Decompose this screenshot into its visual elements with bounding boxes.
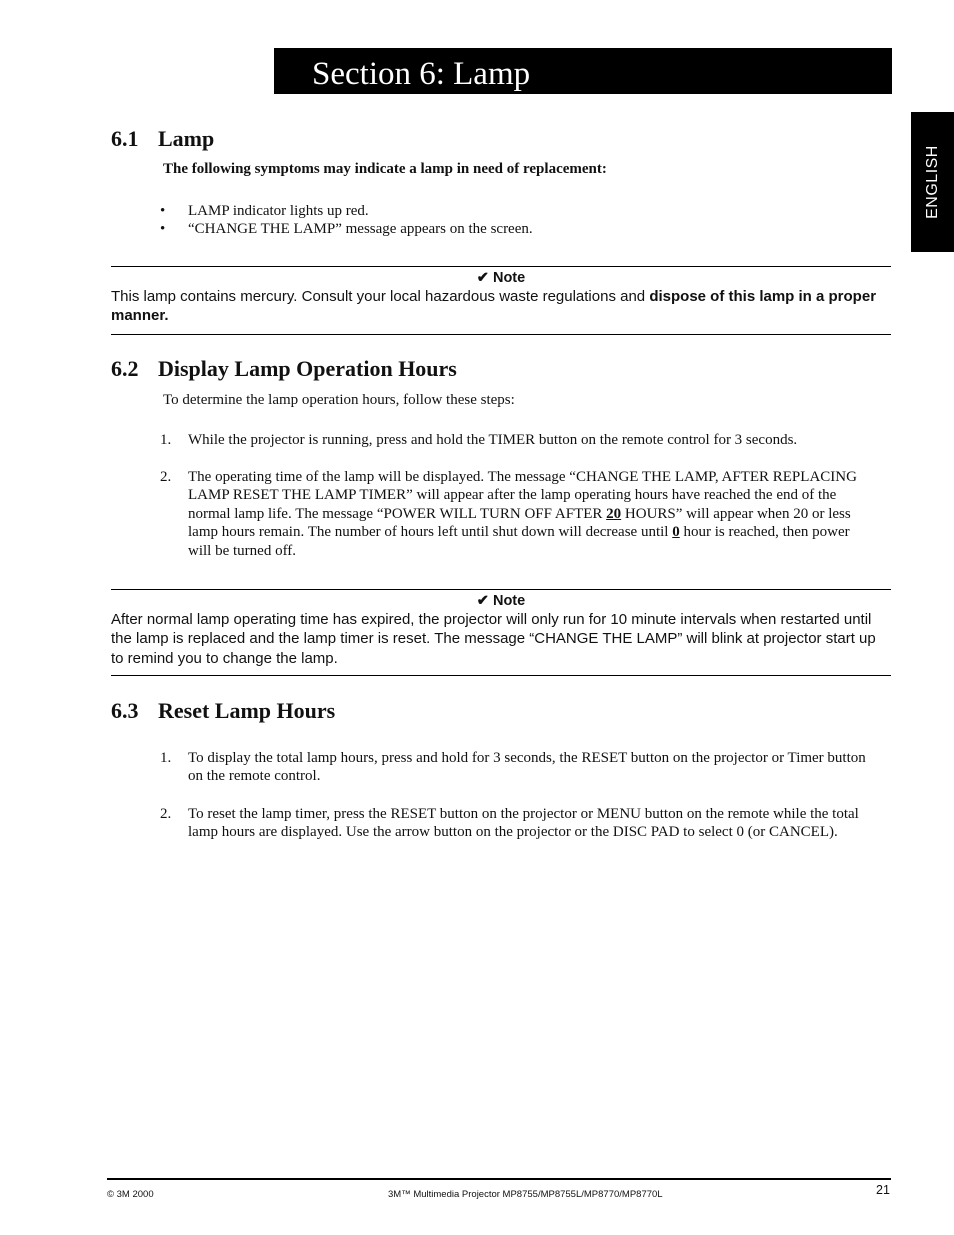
heading-6-1-number: 6.1	[111, 126, 139, 151]
footer-product: 3M™ Multimedia Projector MP8755/MP8755L/MP8770/MP8770L	[388, 1189, 663, 1200]
bullet-mark: •	[160, 221, 166, 237]
heading-6-1-title: Lamp	[158, 126, 215, 151]
list-item	[160, 468, 876, 560]
heading-6-3	[111, 698, 335, 724]
note-title: ✔ Note	[476, 270, 526, 286]
bullet-mark: •	[160, 203, 166, 219]
heading-6-2-number: 6.2	[111, 356, 139, 381]
bullet-text: LAMP indicator lights up red.	[188, 203, 369, 219]
heading-6-2	[111, 356, 457, 382]
heading-6-1	[111, 126, 214, 152]
list-item	[160, 431, 876, 449]
note-body	[111, 287, 891, 332]
section-title-banner	[274, 48, 892, 94]
step-text: While the projector is running, press and hold the TIMER button on the remote control for 3 seconds.	[188, 432, 798, 448]
step-text	[188, 468, 876, 560]
heading-6-2-title: Display Lamp Operation Hours	[158, 356, 457, 381]
heading-6-3-title: Reset Lamp Hours	[158, 698, 336, 723]
hours-value-20: 20	[606, 505, 622, 522]
list-item	[160, 749, 876, 786]
step-number: 2.	[160, 806, 172, 822]
note-text-bold: dispose of this lamp in a proper manner.	[111, 288, 877, 325]
note-lamp-expired	[111, 589, 891, 676]
step-text: To reset the lamp timer, press the RESET button on the projector or MENU button on the remote while the total lamp hours are displayed. Use the arrow button on the projector or the DISC PAD to select 0 (or CANCEL).	[188, 806, 859, 841]
steps-intro: To determine the lamp operation hours, follow these steps:	[163, 392, 515, 408]
step-number: 2.	[160, 469, 172, 485]
note-mercury	[111, 266, 891, 335]
step-text-part: The operating time of the lamp will be displayed. The message “CHANGE THE LAMP, AFTER REPLACING LAMP RESET THE LAMP TIMER” will appear after the lamp operating hours have reached the end of the normal lamp life. The message “POWER WILL TURN OFF AFTER	[188, 469, 857, 522]
step-text-part: HOURS” will appear when 20 or less lamp hours remain. The number of hours left until shut down will decrease until	[188, 505, 851, 541]
footer-copyright: © 3M 2000	[107, 1189, 154, 1200]
heading-6-3-number: 6.3	[111, 698, 139, 723]
step-text-part: hour is reached, then power will be turned off.	[188, 524, 850, 559]
list-item	[160, 805, 876, 842]
note-text: This lamp contains mercury. Consult your local hazardous waste regulations and	[111, 288, 650, 305]
symptoms-intro: The following symptoms may indicate a lamp in need of replacement:	[163, 161, 607, 177]
bullet-text: “CHANGE THE LAMP” message appears on the screen.	[188, 221, 533, 237]
note-title: ✔ Note	[476, 593, 526, 609]
page-number: 21	[876, 1183, 890, 1197]
language-tab-label: ENGLISH	[923, 145, 941, 219]
note-body: After normal lamp operating time has expired, the projector will only run for 10 minute intervals when restarted until the lamp is replaced and the lamp timer is reset. The message “CHANGE THE LAMP” will blink at projector start up to remind you to change the lamp.	[111, 611, 876, 667]
language-tab	[911, 112, 954, 252]
step-number: 1.	[160, 432, 172, 448]
hours-value-0: 0	[672, 524, 680, 541]
section-title: Section 6: Lamp	[312, 56, 531, 92]
step-number: 1.	[160, 750, 172, 766]
footer-rule	[107, 1178, 891, 1180]
step-text: To display the total lamp hours, press and hold for 3 seconds, the RESET button on the projector or Timer button on the remote control.	[188, 750, 866, 785]
